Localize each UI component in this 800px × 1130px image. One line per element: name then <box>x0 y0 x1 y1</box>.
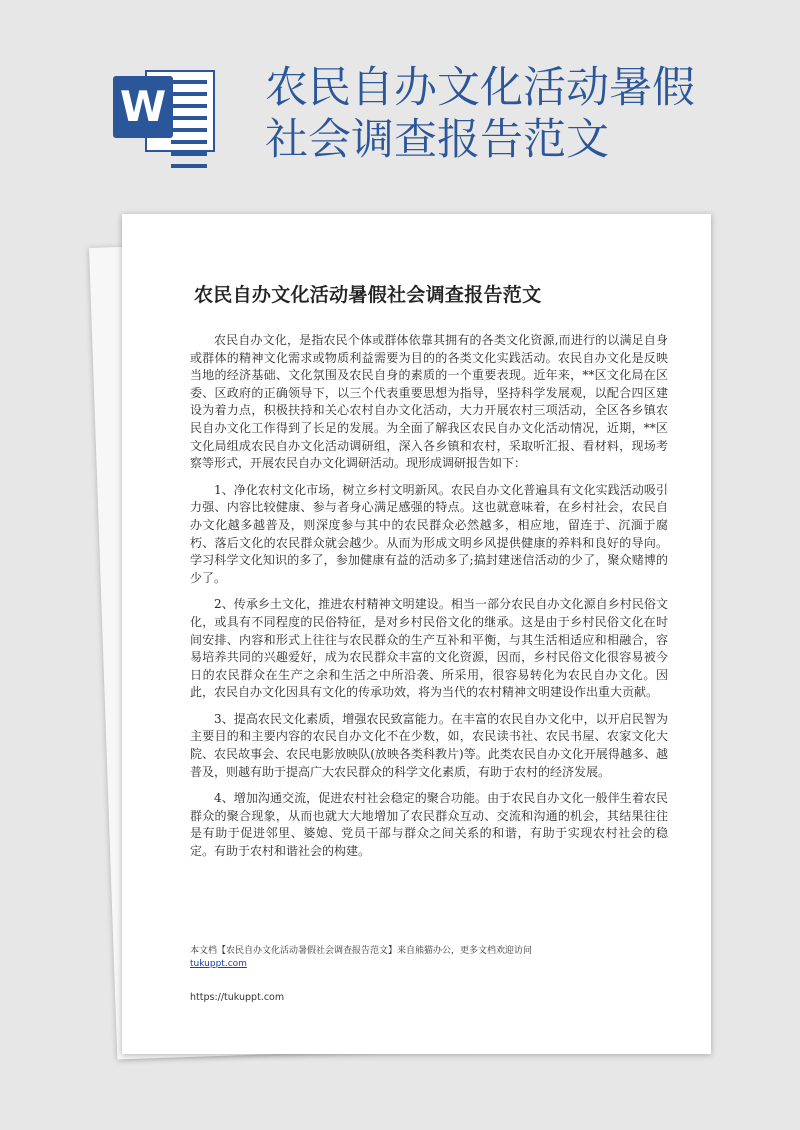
intro-paragraph: 农民自办文化，是指农民个体或群体依靠其拥有的各类文化资源,而进行的以满足自身或群体的精神文化需求或物质利益需要为目的的各类文化实践活动。农民自办文化是反映当地的经济基础、文化氛围及农民自身的素质的一个重要表现。近年来，**区文化局在区委、区政府的正确领导下，以三个代表重要思想为指导，坚持科学发展观，以配合四区建设为着力点，积极扶持和关心农村自办文化活动，大力开展农村三项活动，全区各乡镇农民自办文化工作得到了长足的发展。为全面了解我区农民自办文化活动情况，近期，**区文化局组成农民自办文化活动调研组，深入各乡镇和农村，采取听汇报、看材料，现场考察等形式，开展农民自办文化调研活动。现形成调研报告如下： <box>190 333 668 471</box>
document-page <box>122 214 711 1054</box>
word-document-icon <box>113 66 217 156</box>
word-w-badge: W <box>113 76 173 138</box>
point-4-paragraph: 4、增加沟通交流，促进农村社会稳定的聚合功能。由于农民自办文化一般伴生着农民群众的聚合现象，从而也就大大地增加了农民群众互动、交流和沟通的机会，其结果往往是有助于促进邻里、婆媳、党员干部与群众之间关系的和谐，有助于实现农村社会的稳定。有助于农村和谐社会的构建。 <box>190 791 668 859</box>
source-note-text: 本文档【农民自办文化活动暑假社会调查报告范文】来自熊猫办公，更多文档欢迎访问 <box>190 946 533 956</box>
source-link[interactable]: tukuppt.com <box>190 959 247 969</box>
footer-url: https://tukuppt.com <box>190 992 285 1003</box>
header-title: 农民自办文化活动暑假社会调查报告范文 <box>265 63 695 165</box>
source-note <box>190 945 668 971</box>
document-body <box>190 332 668 870</box>
document-title: 农民自办文化活动暑假社会调查报告范文 <box>194 284 542 306</box>
point-3-paragraph: 3、提高农民文化素质，增强农民致富能力。在丰富的农民自办文化中，以开启民智为主要目的和主要内容的农民自办文化不在少数，如，农民读书社、农民书屋、农家文化大院、农民故事会、农民电影放映队(放映各类科教片)等。此类农民自办文化开展得越多、越普及，则越有助于提高广大农民群众的科学文化素质，有助于农村的经济发展。 <box>190 711 668 779</box>
point-2-paragraph: 2、传承乡土文化，推进农村精神文明建设。相当一部分农民自办文化源自乡村民俗文化，或具有不同程度的民俗特征，是对乡村民俗文化的继承。这是由于乡村民俗文化在时间安排、内容和形式上往往与农民群众的生产互补和平衡，与其生活相适应和相融合，容易培养共同的兴趣爱好，成为农民群众丰富的文化资源，因而，乡村民俗文化很容易被今日的农民群众在生产之余和生活之中所沿袭、所采用，很容易转化为农民自办文化。因此，农民自办文化因具有文化的传承功效，将为当代的农村精神文明建设作出重大贡献。 <box>190 597 668 700</box>
point-1-paragraph: 1、净化农村文化市场，树立乡村文明新风。农民自办文化普遍具有文化实践活动吸引力强、内容比较健康、参与者身心满足感强的特点。这也就意味着，在乡村社会，农民自办文化越多越普及，则深度参与其中的农民群众必然越多，相应地，留连于、沉湎于腐朽、落后文化的农民群众就会越少。从而为形成文明乡风提供健康的养料和良好的导向。学习科学文化知识的多了，参加健康有益的活动多了;搞封建迷信活动的少了，聚众赌博的少了。 <box>190 482 668 585</box>
